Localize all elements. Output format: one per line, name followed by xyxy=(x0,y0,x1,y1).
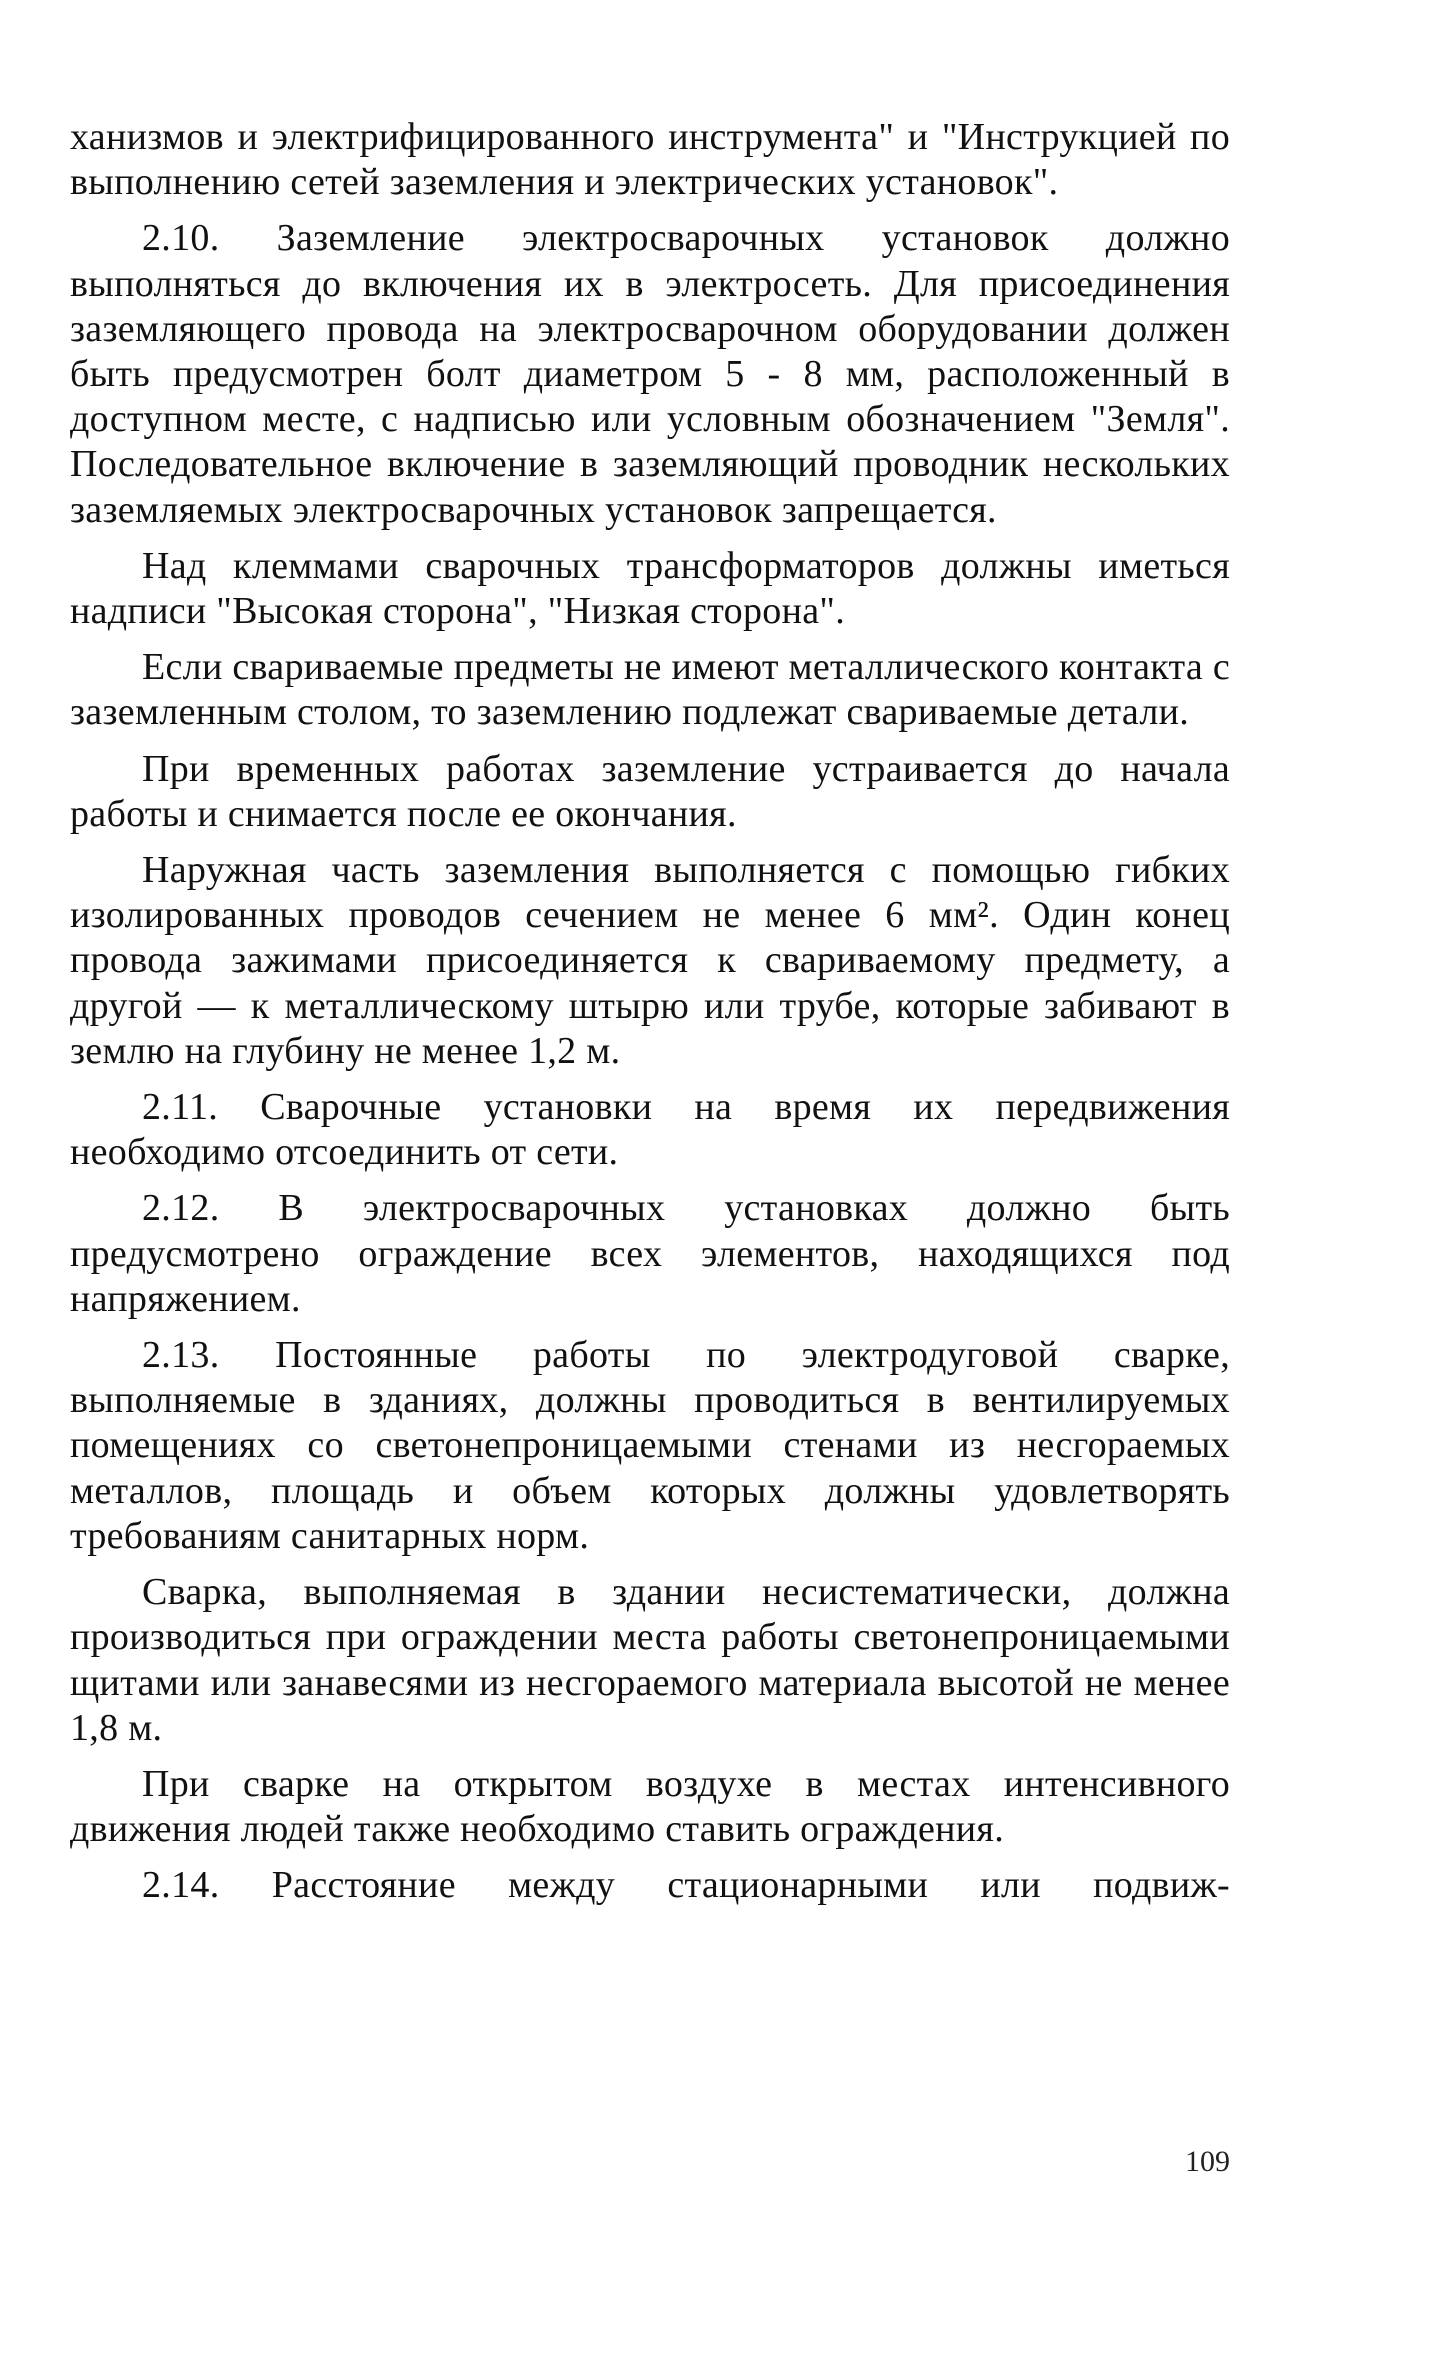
paragraph-external-grounding: Наружная часть заземления выполняется с помощью гибких изолированных проводов сечением не менее 6 мм². Один конец провода зажимами присоединяется к свариваемому предмету, а другой — к металлическому штырю или трубе, которые забивают в землю на глубину не менее 1,2 м. xyxy=(70,849,1230,1072)
paragraph-2-12: 2.12. В электросварочных установках должно быть предусмотрено ограждение всех элементов, находящихся под напряжением. xyxy=(70,1187,1230,1320)
paragraph-nonsystematic-welding: Сварка, выполняемая в здании несистематически, должна производиться при ограждении места работы светонепроницаемыми щитами или занавесями из несгораемого материала высотой не менее 1,8 м. xyxy=(70,1571,1230,1749)
paragraph-2-10: 2.10. Заземление электросварочных установок должно выполняться до включения их в электросеть. Для присоединения заземляющего провода на электросварочном оборудовании должен быть предусмотрен болт диаметром 5 - 8 мм, расположенный в доступном месте, с надписью или условным обозначением "Земля". Последовательное включение в заземляющий проводник нескольких заземляемых электросварочных установок запрещается. xyxy=(70,217,1230,531)
paragraph-outdoor-welding: При сварке на открытом воздухе в местах интенсивного движения людей также необходимо ставить ограждения. xyxy=(70,1762,1230,1851)
paragraph-temporary-work: При временных работах заземление устраивается до начала работы и снимается после ее окончания. xyxy=(70,747,1230,835)
paragraph-2-14: 2.14. Расстояние между стационарными или подвиж- xyxy=(142,1864,1230,1907)
paragraph-2-11: 2.11. Сварочные установки на время их передвижения необходимо отсоединить от сети. xyxy=(70,1086,1230,1174)
paragraph-continuation: ханизмов и электрифицированного инструмента" и "Инструкцией по выполнению сетей заземления и электрических установок". xyxy=(70,116,1230,204)
page-number: 109 xyxy=(1185,2145,1230,2178)
paragraph-terminal-labels: Над клеммами сварочных трансформаторов должны иметься надписи "Высокая сторона", "Низкая сторона". xyxy=(70,544,1230,633)
paragraph-2-13: 2.13. Постоянные работы по электродуговой сварке, выполняемые в зданиях, должны проводиться в вентилируемых помещениях со светонепроницаемыми стенами из несгораемых металлов, площадь и объем которых должны удовлетворять требованиям санитарных норм. xyxy=(70,1334,1230,1557)
paragraph-welded-parts-grounding: Если свариваемые предметы не имеют металлического контакта с заземленным столом, то заземлению подлежат свариваемые детали. xyxy=(70,646,1231,734)
page-body xyxy=(70,115,1230,1920)
